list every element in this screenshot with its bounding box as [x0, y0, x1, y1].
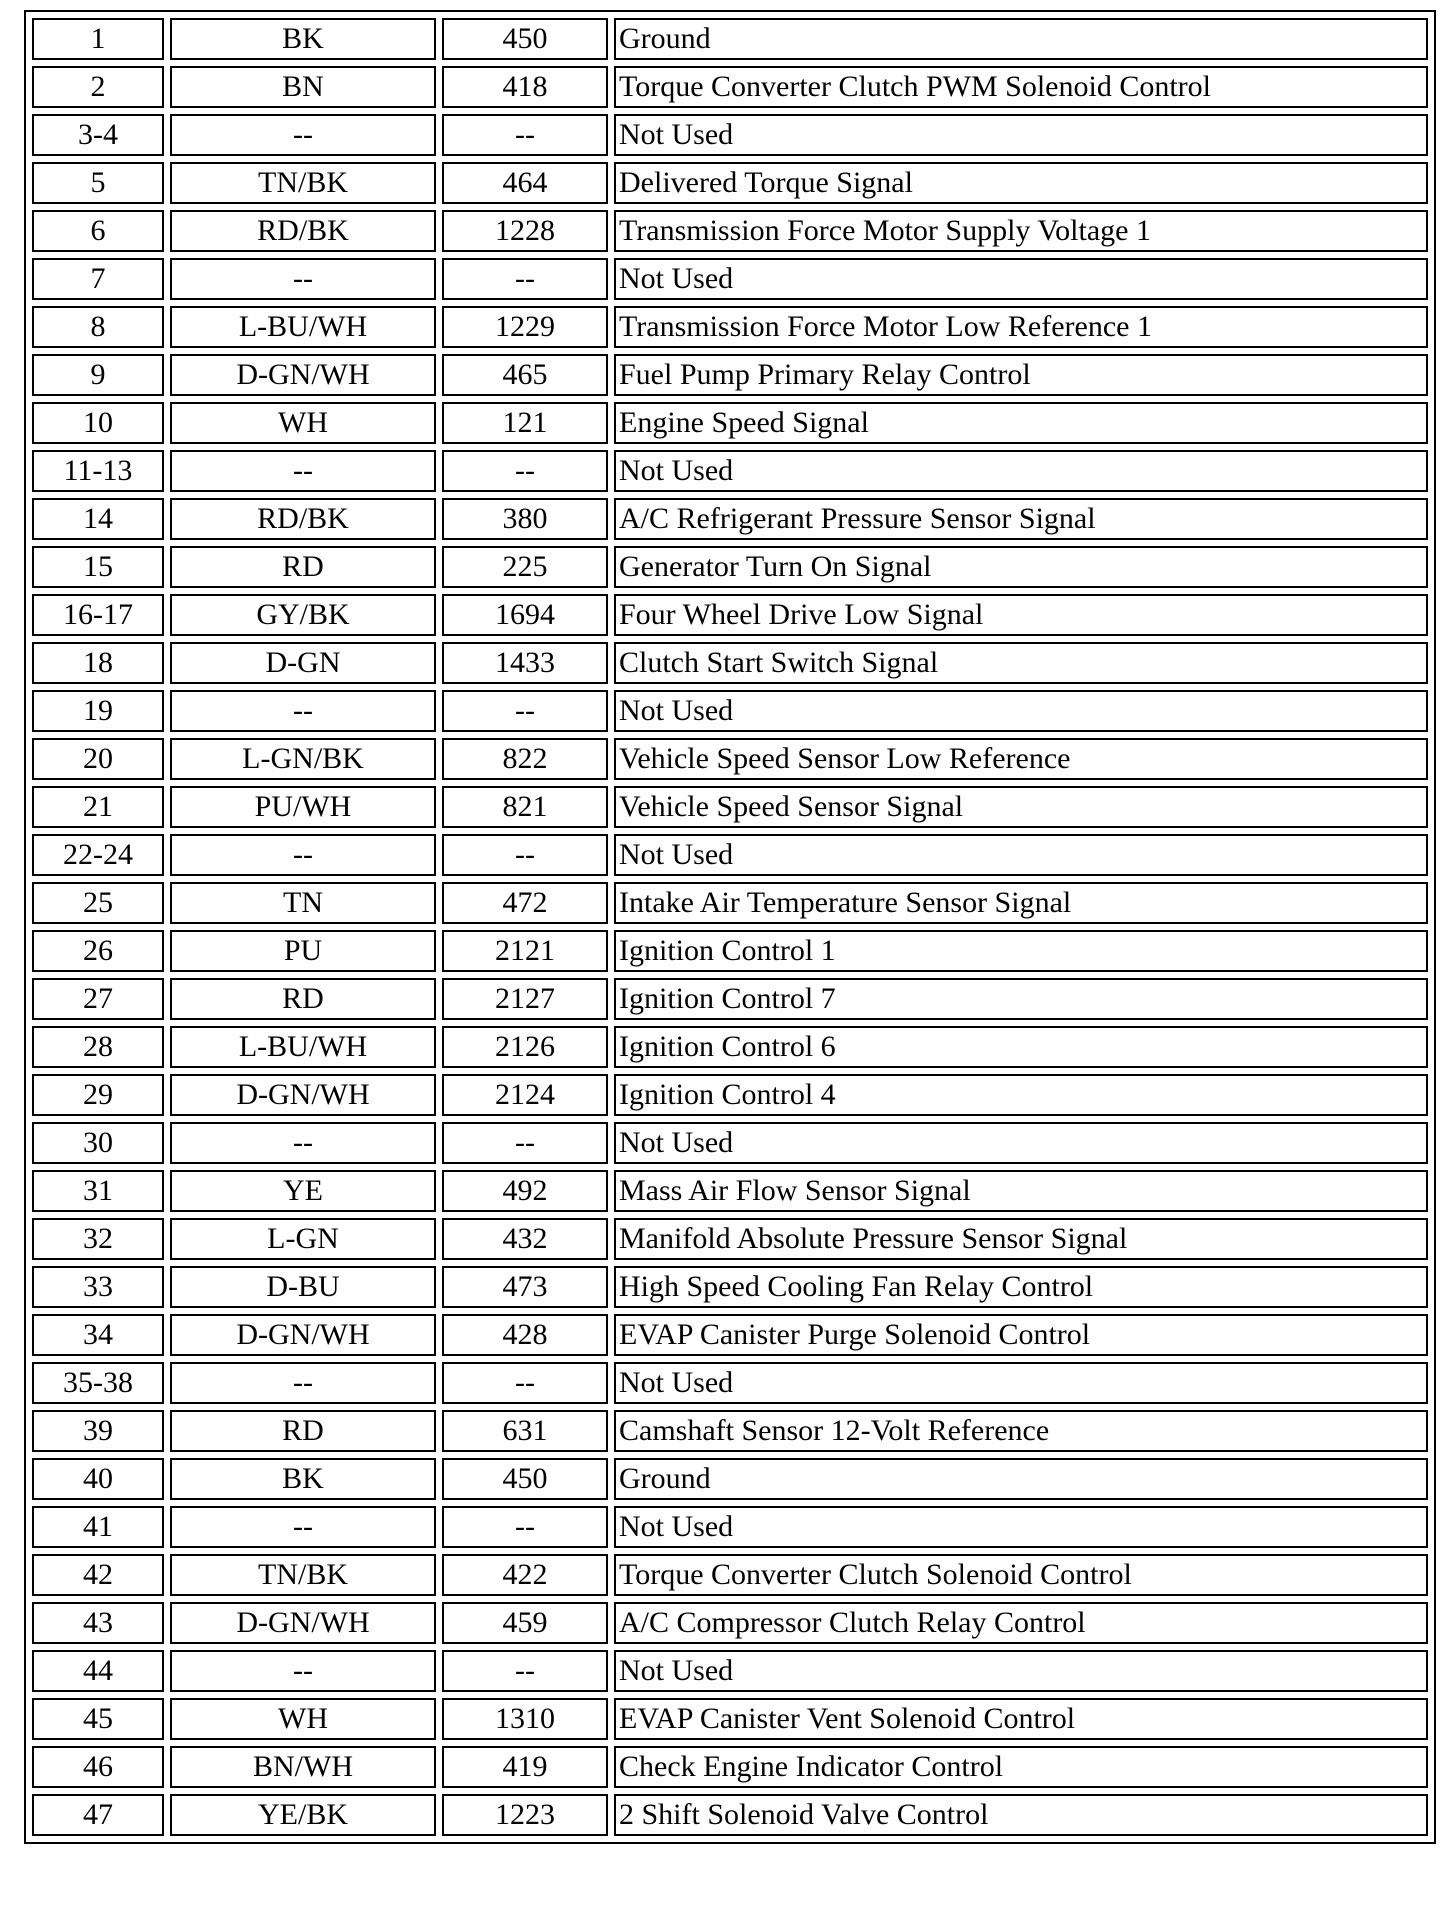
pin-number-cell: 29 [32, 1074, 164, 1116]
pin-function-cell: Check Engine Indicator Control [614, 1746, 1428, 1788]
pin-number-cell: 1 [32, 18, 164, 60]
table-row [32, 834, 1428, 876]
pin-number-cell: 44 [32, 1650, 164, 1692]
pin-function-cell: Vehicle Speed Sensor Signal [614, 786, 1428, 828]
pin-function-cell: Torque Converter Clutch Solenoid Control [614, 1554, 1428, 1596]
wire-color-cell: L-GN/BK [170, 738, 436, 780]
table-row [32, 642, 1428, 684]
pin-number-cell: 27 [32, 978, 164, 1020]
wire-color-cell: D-GN/WH [170, 354, 436, 396]
wire-color-cell: BN/WH [170, 1746, 436, 1788]
wire-color-cell: L-GN [170, 1218, 436, 1260]
table-row [32, 1266, 1428, 1308]
wire-color-cell: -- [170, 1506, 436, 1548]
pin-function-cell: EVAP Canister Purge Solenoid Control [614, 1314, 1428, 1356]
pin-number-cell: 3-4 [32, 114, 164, 156]
circuit-number-cell: 428 [442, 1314, 608, 1356]
circuit-number-cell: -- [442, 114, 608, 156]
wire-color-cell: GY/BK [170, 594, 436, 636]
wire-color-cell: -- [170, 258, 436, 300]
pin-number-cell: 7 [32, 258, 164, 300]
table-row [32, 1362, 1428, 1404]
pin-number-cell: 40 [32, 1458, 164, 1500]
wire-color-cell: BN [170, 66, 436, 108]
pin-number-cell: 15 [32, 546, 164, 588]
pin-number-cell: 10 [32, 402, 164, 444]
wire-color-cell: RD [170, 978, 436, 1020]
pin-function-cell: Mass Air Flow Sensor Signal [614, 1170, 1428, 1212]
wire-color-cell: TN [170, 882, 436, 924]
pin-function-cell: Generator Turn On Signal [614, 546, 1428, 588]
table-row [32, 1218, 1428, 1260]
pin-function-cell: Not Used [614, 450, 1428, 492]
table-row [32, 1650, 1428, 1692]
pin-number-cell: 6 [32, 210, 164, 252]
circuit-number-cell: 1229 [442, 306, 608, 348]
table-row [32, 546, 1428, 588]
circuit-number-cell: -- [442, 690, 608, 732]
table-row [32, 114, 1428, 156]
pin-number-cell: 2 [32, 66, 164, 108]
circuit-number-cell: 492 [442, 1170, 608, 1212]
pin-function-cell: A/C Compressor Clutch Relay Control [614, 1602, 1428, 1644]
wire-color-cell: RD/BK [170, 210, 436, 252]
table-row [32, 306, 1428, 348]
wire-color-cell: WH [170, 1698, 436, 1740]
pin-number-cell: 39 [32, 1410, 164, 1452]
pin-number-cell: 22-24 [32, 834, 164, 876]
table-row [32, 1122, 1428, 1164]
wire-color-cell: L-BU/WH [170, 306, 436, 348]
wire-color-cell: PU [170, 930, 436, 972]
wire-color-cell: WH [170, 402, 436, 444]
circuit-number-cell: 380 [442, 498, 608, 540]
pin-number-cell: 47 [32, 1794, 164, 1836]
pin-number-cell: 35-38 [32, 1362, 164, 1404]
circuit-number-cell: 2126 [442, 1026, 608, 1068]
pin-number-cell: 31 [32, 1170, 164, 1212]
pin-function-cell: Four Wheel Drive Low Signal [614, 594, 1428, 636]
pin-function-cell: Intake Air Temperature Sensor Signal [614, 882, 1428, 924]
wire-color-cell: -- [170, 1650, 436, 1692]
pin-number-cell: 43 [32, 1602, 164, 1644]
pin-function-cell: Ignition Control 7 [614, 978, 1428, 1020]
pin-number-cell: 9 [32, 354, 164, 396]
wire-color-cell: -- [170, 834, 436, 876]
wire-color-cell: D-GN/WH [170, 1602, 436, 1644]
pin-number-cell: 41 [32, 1506, 164, 1548]
pin-function-cell: 2 Shift Solenoid Valve Control [614, 1794, 1428, 1836]
circuit-number-cell: -- [442, 450, 608, 492]
wire-color-cell: -- [170, 450, 436, 492]
pin-number-cell: 11-13 [32, 450, 164, 492]
pin-function-cell: Not Used [614, 834, 1428, 876]
pin-function-cell: Engine Speed Signal [614, 402, 1428, 444]
circuit-number-cell: 822 [442, 738, 608, 780]
pin-number-cell: 19 [32, 690, 164, 732]
pin-function-cell: Ground [614, 1458, 1428, 1500]
wire-color-cell: -- [170, 114, 436, 156]
circuit-number-cell: 2121 [442, 930, 608, 972]
table-row [32, 1314, 1428, 1356]
table-row [32, 786, 1428, 828]
pin-number-cell: 30 [32, 1122, 164, 1164]
circuit-number-cell: 821 [442, 786, 608, 828]
pin-function-cell: Not Used [614, 1650, 1428, 1692]
pin-function-cell: Transmission Force Motor Low Reference 1 [614, 306, 1428, 348]
wire-color-cell: TN/BK [170, 162, 436, 204]
circuit-number-cell: 225 [442, 546, 608, 588]
circuit-number-cell: -- [442, 1650, 608, 1692]
circuit-number-cell: 2124 [442, 1074, 608, 1116]
pin-function-cell: Not Used [614, 690, 1428, 732]
pin-function-cell: Ignition Control 6 [614, 1026, 1428, 1068]
pin-number-cell: 20 [32, 738, 164, 780]
pin-number-cell: 46 [32, 1746, 164, 1788]
pin-function-cell: Torque Converter Clutch PWM Solenoid Control [614, 66, 1428, 108]
pin-number-cell: 28 [32, 1026, 164, 1068]
pin-function-cell: Not Used [614, 1362, 1428, 1404]
table-row [32, 66, 1428, 108]
wire-color-cell: TN/BK [170, 1554, 436, 1596]
table-row [32, 1554, 1428, 1596]
table-row [32, 18, 1428, 60]
pin-function-cell: Ground [614, 18, 1428, 60]
pin-number-cell: 18 [32, 642, 164, 684]
wire-color-cell: RD/BK [170, 498, 436, 540]
table-row [32, 1698, 1428, 1740]
wire-color-cell: D-GN [170, 642, 436, 684]
circuit-number-cell: 432 [442, 1218, 608, 1260]
circuit-number-cell: 418 [442, 66, 608, 108]
pin-function-cell: Vehicle Speed Sensor Low Reference [614, 738, 1428, 780]
circuit-number-cell: 459 [442, 1602, 608, 1644]
circuit-number-cell: 472 [442, 882, 608, 924]
table-row [32, 978, 1428, 1020]
circuit-number-cell: 1310 [442, 1698, 608, 1740]
circuit-number-cell: -- [442, 258, 608, 300]
pin-number-cell: 45 [32, 1698, 164, 1740]
pin-function-cell: Not Used [614, 114, 1428, 156]
table-row [32, 450, 1428, 492]
table-row [32, 258, 1428, 300]
table-row [32, 354, 1428, 396]
pin-function-cell: Transmission Force Motor Supply Voltage 1 [614, 210, 1428, 252]
pin-function-cell: Ignition Control 4 [614, 1074, 1428, 1116]
pin-number-cell: 5 [32, 162, 164, 204]
table-row [32, 690, 1428, 732]
circuit-number-cell: 473 [442, 1266, 608, 1308]
circuit-number-cell: -- [442, 1506, 608, 1548]
circuit-number-cell: 1433 [442, 642, 608, 684]
pin-number-cell: 14 [32, 498, 164, 540]
pin-function-cell: Not Used [614, 258, 1428, 300]
circuit-number-cell: 465 [442, 354, 608, 396]
table-row [32, 162, 1428, 204]
pin-number-cell: 25 [32, 882, 164, 924]
pin-function-cell: Manifold Absolute Pressure Sensor Signal [614, 1218, 1428, 1260]
circuit-number-cell: 631 [442, 1410, 608, 1452]
wire-color-cell: PU/WH [170, 786, 436, 828]
wire-color-cell: D-GN/WH [170, 1314, 436, 1356]
pin-number-cell: 16-17 [32, 594, 164, 636]
pin-function-cell: Clutch Start Switch Signal [614, 642, 1428, 684]
table-row [32, 498, 1428, 540]
wire-color-cell: RD [170, 546, 436, 588]
table-row [32, 1506, 1428, 1548]
pin-function-cell: EVAP Canister Vent Solenoid Control [614, 1698, 1428, 1740]
circuit-number-cell: 450 [442, 18, 608, 60]
wire-color-cell: -- [170, 690, 436, 732]
pin-function-cell: Delivered Torque Signal [614, 162, 1428, 204]
circuit-number-cell: 1228 [442, 210, 608, 252]
table-row [32, 1170, 1428, 1212]
pin-number-cell: 34 [32, 1314, 164, 1356]
circuit-number-cell: 121 [442, 402, 608, 444]
wire-color-cell: YE [170, 1170, 436, 1212]
pin-function-cell: Fuel Pump Primary Relay Control [614, 354, 1428, 396]
table-row [32, 930, 1428, 972]
pin-number-cell: 26 [32, 930, 164, 972]
pin-function-cell: Not Used [614, 1506, 1428, 1548]
circuit-number-cell: 422 [442, 1554, 608, 1596]
circuit-number-cell: 419 [442, 1746, 608, 1788]
circuit-number-cell: 1694 [442, 594, 608, 636]
wire-color-cell: BK [170, 18, 436, 60]
table-row [32, 1026, 1428, 1068]
table-row [32, 1074, 1428, 1116]
connector-pinout-table [24, 10, 1436, 1844]
table-row [32, 882, 1428, 924]
wire-color-cell: L-BU/WH [170, 1026, 436, 1068]
wire-color-cell: D-BU [170, 1266, 436, 1308]
circuit-number-cell: -- [442, 1122, 608, 1164]
table-row [32, 1746, 1428, 1788]
circuit-number-cell: 450 [442, 1458, 608, 1500]
wire-color-cell: YE/BK [170, 1794, 436, 1836]
circuit-number-cell: 1223 [442, 1794, 608, 1836]
pin-function-cell: Not Used [614, 1122, 1428, 1164]
circuit-number-cell: 2127 [442, 978, 608, 1020]
circuit-number-cell: -- [442, 1362, 608, 1404]
wire-color-cell: -- [170, 1122, 436, 1164]
wire-color-cell: -- [170, 1362, 436, 1404]
circuit-number-cell: -- [442, 834, 608, 876]
pinout-table-body [32, 18, 1428, 1836]
table-row [32, 1794, 1428, 1836]
table-row [32, 1602, 1428, 1644]
table-row [32, 1458, 1428, 1500]
pin-function-cell: Ignition Control 1 [614, 930, 1428, 972]
table-row [32, 210, 1428, 252]
pin-function-cell: Camshaft Sensor 12-Volt Reference [614, 1410, 1428, 1452]
wire-color-cell: BK [170, 1458, 436, 1500]
pin-function-cell: A/C Refrigerant Pressure Sensor Signal [614, 498, 1428, 540]
pin-number-cell: 8 [32, 306, 164, 348]
wire-color-cell: D-GN/WH [170, 1074, 436, 1116]
circuit-number-cell: 464 [442, 162, 608, 204]
table-row [32, 738, 1428, 780]
table-row [32, 1410, 1428, 1452]
pin-number-cell: 32 [32, 1218, 164, 1260]
table-row [32, 402, 1428, 444]
pin-function-cell: High Speed Cooling Fan Relay Control [614, 1266, 1428, 1308]
pin-number-cell: 21 [32, 786, 164, 828]
pin-number-cell: 33 [32, 1266, 164, 1308]
wire-color-cell: RD [170, 1410, 436, 1452]
pin-number-cell: 42 [32, 1554, 164, 1596]
table-row [32, 594, 1428, 636]
